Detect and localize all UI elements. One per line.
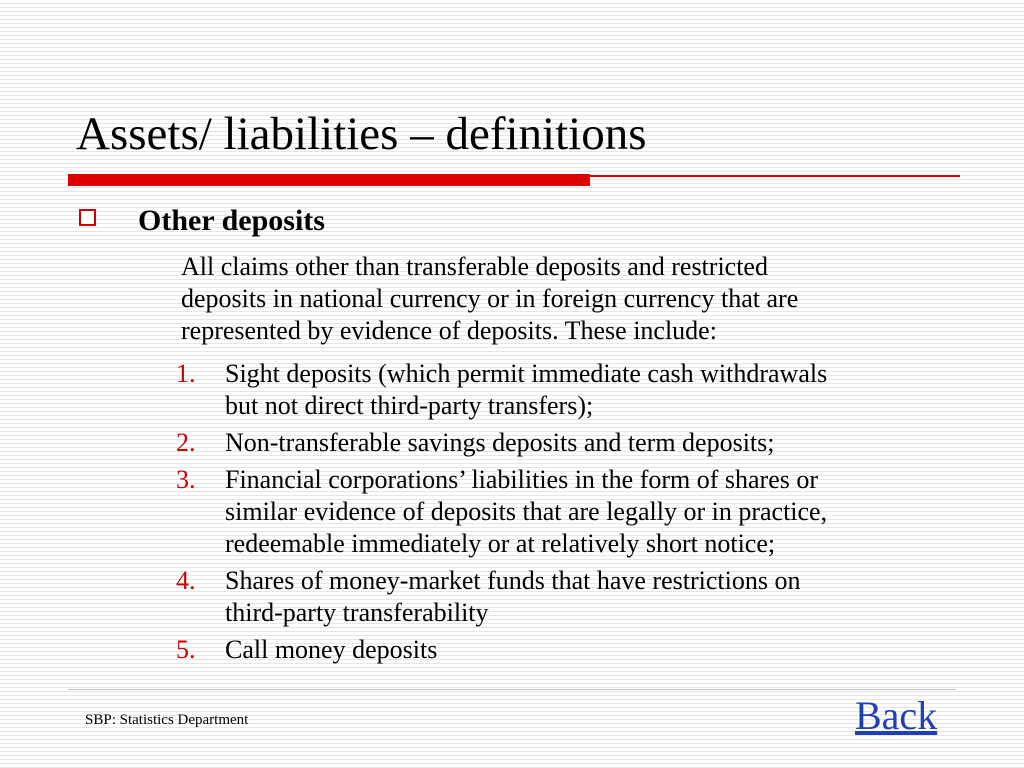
list-item — [176, 464, 956, 560]
slide-title: Assets/ liabilities – definitions — [76, 108, 647, 160]
list-item-text: Financial corporations’ liabilities in the form of shares or — [225, 465, 819, 494]
list-item-number: 1. — [176, 359, 196, 388]
list-item-text: similar evidence of deposits that are legally or in practice, — [225, 497, 828, 526]
footer-divider — [68, 689, 956, 690]
intro-line: All claims other than transferable deposits and restricted — [181, 252, 768, 281]
list-item-text: Call money deposits — [225, 635, 438, 664]
list-item — [176, 634, 956, 666]
list-item-text: Shares of money-market funds that have restrictions on — [225, 566, 801, 595]
intro-line: deposits in national currency or in foreign currency that are — [181, 284, 799, 313]
intro-paragraph — [181, 251, 951, 347]
list-item-text: Non-transferable savings deposits and term deposits; — [225, 428, 775, 457]
title-underline-thick — [68, 174, 590, 186]
back-link[interactable]: Back — [855, 693, 938, 738]
title-underline-thin — [590, 175, 960, 177]
list-item-text: redeemable immediately or at relatively short notice; — [225, 529, 776, 558]
footer-department: SBP: Statistics Department — [85, 712, 249, 728]
list-item-text: third-party transferability — [225, 598, 489, 627]
section-heading: Other deposits — [138, 204, 325, 237]
list-item-text: Sight deposits (which permit immediate cash withdrawals — [225, 359, 828, 388]
list-item-number: 5. — [176, 635, 196, 664]
list-item-text: but not direct third-party transfers); — [225, 391, 594, 420]
list-item — [176, 358, 956, 422]
list-item-number: 3. — [176, 465, 196, 494]
intro-line: represented by evidence of deposits. These include: — [181, 316, 717, 345]
deposit-types-list — [176, 358, 956, 671]
list-item — [176, 427, 956, 459]
list-item — [176, 565, 956, 629]
list-item-number: 2. — [176, 428, 196, 457]
hollow-square-bullet-icon — [79, 209, 96, 226]
list-item-number: 4. — [176, 566, 196, 595]
